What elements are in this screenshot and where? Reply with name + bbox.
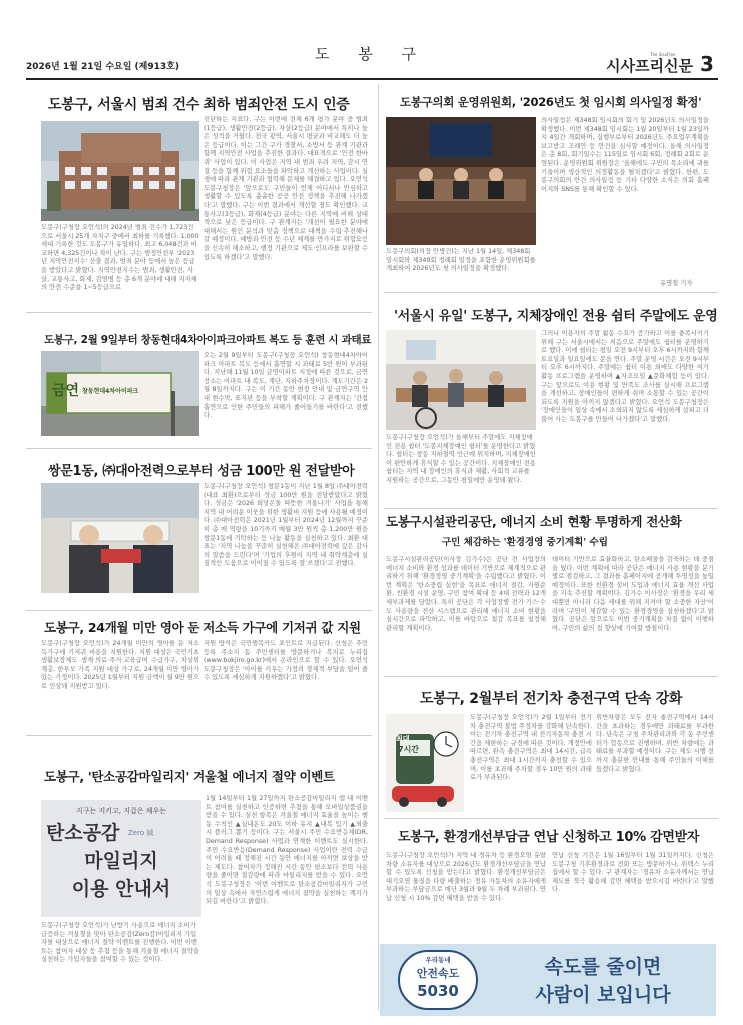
graphic-label-hours: 7시간: [398, 745, 420, 754]
divider: [26, 448, 372, 449]
body-facility-energy-right: 데이터 기반으로 효율화하고, 탄소배출을 감축하는 데 중점을 뒀다. 이번 계획에 따라 공단은 에너지 사용 현황을 분기별로 점검하고, 그 결과를 홈페이지에 공개해 투명성을 높일 예정이다. 또한 친환경 설비 도입과 에너지 효율 개선 사업을 지속 추진할 계획이다. 김가수 이사장은 '환경을 우리 세대뿐만 아니라 다음 세대를 위해 지켜야 할 소중한 자산'이라며 '구민이 체감할 수 있는 환경경영을 실천하겠다'고 밝혔다. 공단은 앞으로도 이번 중기계획을 차질 없이 이행하여, 구민의 삶의 질 향상에 기여할 방침이다.: [552, 556, 714, 632]
divider: [384, 292, 718, 293]
photo-sign-text-apartment: 창동현대4차아이파크: [82, 388, 139, 395]
poster-zero-mark: Zero 減: [128, 829, 154, 837]
headline-disabled-shelter: '서울시 유일' 도봉구, 지체장애인 전용 쉼터 주말에도 운영: [394, 309, 718, 324]
ad-logo-top: 우리동네: [425, 956, 451, 964]
poster-line-3: 이용 안내서: [71, 878, 171, 900]
body-diaper-support-2: 지원 방식은 국민행복카드 포인트로 지급된다. 신청은 주민등록 주소지 동 주민센터를 방문하거나 복지로 누리집(www.bokjiro.go.kr)에서 온라인으로 할 수 있다. 오언석 도봉구청장은 '아이를 키우는 가정의 경제적 부담을 덜어 줄 수 있도록 세심하게 지원하겠다'고 밝혔다.: [204, 640, 368, 682]
divider: [26, 610, 372, 611]
body-diaper-support-1: 도봉구(구청장 오언석)가 24개월 미만의 영아를 둔 저소득가구에 기저귀 비용을 지원한다. 지원 대상은 국민기초생활보장제도 생계·의료·주거·교육급여 수급가구, 차상위 계층, 한부모 가족 지원 대상 가구로, 24개월 미만 영아가 있는 가정이다. 2025년 1월부터 지원 금액이 월 9만 원으로 인상돼 지원받고 있다.: [41, 640, 199, 690]
body-donation: 도봉구(구청장 오언석) 쌍문1동이 지난 1월 8일 ㈜대아전력(대표 최환)으로부터 성금 100만 원을 전달받았다고 밝혔다. 성금은 '2026 희망온돌 따뜻한 겨울나기' 사업을 통해 지역 내 어려운 이웃을 위한 생활비 지원 등에 사용될 예정이다. ㈜대아전력은 2021년 1월부터 2024년 12월까지 꾸준히 총 매 역량을 10기까지 매월 3만 원씩 총 1,200만 원을 쌍문1동에 기탁하는 등 나눔 활동을 실천하고 있다. 최환 대표는 '지역 나눔을 꾸준히 실천해온 ㈜대아전력에 깊은 감사의 말씀을 드린다'며 '기업의 후원이 지역 내 취약계층에 실질적인 도움으로 이어질 수 있도록 잘 쓰겠다'고 전했다.: [204, 483, 368, 568]
headline-energy-mileage: 도봉구, '탄소공감마일리지' 겨울철 에너지 절약 이벤트: [44, 769, 335, 784]
body-env-tax-left: 도봉구(구청장 오언석)가 지역 내 경유차 등 환경오염 유발 차량 소유자를 대상으로 2026년도 환경개선부담금을 연납할 수 있도록 신청을 받는다고 밝혔다. 환경개선부담금은 대기오염 물질을 다량 배출하는 경유 자동차의 소유자에게 부과하는 부담금으로 매년 3월과 9월 두 차례 부과된다. 연납 신청 시 10% 감면 혜택을 받을 수 있다.: [386, 852, 546, 902]
issue-date: 2026년 1월 21일 수요일 (제913호): [26, 62, 179, 72]
photo-council-meeting: [386, 117, 536, 245]
graphic-label-max: 최대: [396, 735, 410, 743]
subhead-facility-energy: 구민 체감하는 '환경경영 중기계획' 수립: [442, 537, 608, 548]
poster-line-2: 마일리지: [84, 850, 158, 872]
divider: [26, 312, 372, 313]
body-ev-charging-right: 위반차량은 모두 전자 충전구역에서 14시간을 초과하는 경우에만 과태료를 부과한다. 단속은 구청 주차관리과와 각 동 주민센터가 합동으로 진행하며, 위반 차량에는 과태료를 부과할 예정이다. 구는 제도 시행 전까지 충분한 안내를 통해 주민들의 이해를 돕겠다고 밝혔다.: [596, 714, 714, 773]
headline-council-session: 도봉구의회 운영위원회, '2026년도 첫 임시회 의사일정 확정': [400, 95, 702, 109]
body-crime-safety: 진단하는 지표다. 구는 이번에 전체 6개 평가 분야 중 범죄(1등급), 생활안전(2등급), 자살(2등급) 분야에서 특히나 높은 성적을 거뒀다. 전국 광역, 서울시 평균과 비교해도 더 높은 등급이다. 이는 그간 구가 경찰서, 소방서 등 관계 기관과 함께 지역안전 사업을 추진한 결과다. 대표적으로 '안전 한바퀴' 사업이 있다. 이 사업은 지역 내 범죄 우려 지역, 감시 연결 등을 함께 위험 요소들을 파악하고 개선하는 사업이다. 실생에 따라 관계 기관과 협력해 문제를 해결하고 있다. 오언석 도봉구청장은 '앞으로도 구민들이 언제 어디서나 안심하고 생활할 수 있도록 촘촘한 공공 안전 정책을 추진해 나가겠다'고 말했다. 구는 이번 결과에서 개선할 점도 확인했다. 교통사고(3등급), 화재(4등급) 분야는 다른 지역에 비해 상대적으로 낮은 등급이다. 구 관계자는 '개선이 필요한 분야에 대해서는 원인 분석과 맞춤 정책으로 대책을 수립·추진해나갈 예정이다. 예방과 안전 등 수년 체계를 만가지로 위험요인을 신속히 해소하고, 행정 기관으로 제도·인프라를 보완할 수 있도록 하겠다'고 말했다.: [204, 116, 368, 261]
caption-disabled-shelter: 도봉구(구청장 오언석)가 올해부터 주말에도 지체장애인 전용 쉼터 '도봉지체장애인 쉼터'를 운영한다고 밝혔다. 쉼터는 창동 지하철역 인근에 위치하며, 지체장애인이 편안하게 휴식할 수 있는 공간이다. 지체장애인 전용 쉼터는 지역 내 장애인의 휴식과 재활, 사회적 교류를 지원하는 공간으로, 그동안 평일에만 운영돼 왔다.: [386, 434, 536, 484]
ad-logo-main: 안전속도: [416, 967, 460, 980]
caption-council-session: 도봉구의회(의장 안병건)는 지난 1월 14일, 제348회 임시회와 제349회 정례회 일정을 포함한 운영위원회를 개최하여 2026년도 첫 의사일정을 확정했다.: [386, 248, 536, 273]
headline-donation: 쌍문1동, ㈜대아전력으로부터 성금 100만 원 전달받아: [48, 464, 355, 479]
body-energy-mileage: 1월 14일부터 1월 27일까지 탄소공감마일리지 앱 내 이벤트 참여를 실천하고 인증하면 추첨을 통해 모바일상품권을 받을 수 있다. 실천 항목은 겨울철 에너지 효율을 높이는 행동 수칙인 ▲실내온도 20도 이하 유지 ▲내복 입기 ▲외출 시 플러그 뽑기 등이다. 구는 서울시 주민 수요반응제(DR, Demand Response) 사업과 연계한 이벤트도 실시한다. 주민 수요반응(Demand Response) 사업이란 전력 수급이 어려울 때 정해진 시간 동안 에너지를 아끼면 보상을 받는 제도다. 참여자가 정해진 시간 동안 평소보다 전력 사용량을 줄이면 절감량에 따라 마일리지를 받을 수 있다. 오언석 도봉구청장은 '이번 이벤트로 탄소공감마일리지가 구민의 일상 속에서 자연스럽게 에너지 절약을 실천하는 계기가 되길 바란다'고 밝혔다.: [206, 795, 368, 906]
body-disabled-shelter: 그러나 이용자의 주말 활동 수요가 증가하고 이를 충족시키기 위해 구는 서울시에서는 처음으로 주말에도 쉼터를 운영하기로 했다. 이에 쉼터는 평일 오전 9시부터 오후 6시까지와 함께 토요일과 일요일에도 문을 연다. 주말 운영 시간은 오전 9시부터 오후 6시까지다. 주말에는 쉼터 이용 외에도 다양한 여가 활동 프로그램을 운영하며 ▲자조모임 ▲문화체험 등이 있다. 구는 앞으로도 이용 현황 및 만족도 조사를 실시해 프로그램을 개선하고, 장애인들이 편하게 쉬며 소통할 수 있는 공간이 되도록 지원을 아끼지 않겠다고 밝혔다. 오언석 도봉구청장은 '장애인들이 일상 속에서 소외되지 않도록 세심하게 살피고 더불어 사는 도봉구를 만들어 나가겠다'고 말했다.: [541, 330, 709, 423]
masthead-rule: [26, 78, 718, 80]
divider: [384, 818, 718, 819]
photo-sign-text-nosmoking: 금연: [52, 383, 80, 399]
ad-line-2: 사람이 보입니다: [535, 984, 671, 1006]
divider: [384, 508, 718, 509]
page-number: 3: [700, 52, 714, 76]
paper-name: 시사프리신문: [606, 57, 693, 75]
headline-crime-safety: 도봉구, 서울시 범죄 건수 최하 범죄안전 도시 인증: [48, 97, 350, 113]
column-divider: [378, 84, 379, 1010]
body-env-tax-right: 연납 신청 기간은 1월 16일부터 1월 31일까지다. 신청은 도봉구청 기후환경과로 전화 또는 방문하거나, 위택스 누리집에서 할 수 있다. 구 관계자는 '경유차 소유자께서는 연납 제도를 적극 활용해 감면 혜택을 받으시길 바란다'고 말했다.: [552, 852, 714, 894]
headline-diaper-support: 도봉구, 24개월 미만 영아 둔 저소득 가구에 기저귀 값 지원: [44, 620, 361, 635]
photo-shelter-interior: [386, 330, 536, 430]
divider: [26, 735, 372, 736]
caption-energy-mileage: 도봉구(구청장 오언석)가 난방기 사용으로 에너지 소비가 급증하는 겨울철을 맞아 탄소공감(Zero감)마일리지 가입자를 대상으로 에너지 절약 이벤트를 진행한다. 이번 이벤트는 참여자 대상 등 추첨 등을 통해 겨울철 에너지 절약을 실천하는 가입자들을 참여할 수 있는 것이다.: [41, 922, 199, 964]
poster-tagline: 지구는 지키고, 지갑은 채우는: [75, 807, 167, 815]
caption-crime-safety: 도봉구(구청장 오언석)의 2024년 범죄 건수가 1,723건으로 서울시 25개 자치구 중에서 최하를 기록했다. 1,000세대 기록한 것도 도봉구가 유일하다. 최고 6,048건과 비교하면 4,325건이나 차이 난다. 구는 행정안전부 '2023년 지역안전지수' 산출 결과, 범죄 분야 등에서 높은 등급을 받았다고 밝혔다. 지역안전지수는 범죄, 생활안전, 자살, 교통사고, 화재, 감염병 등 총 6개 분야에 대해 지자체의 안전 수준을 1~5등급으로: [41, 224, 199, 292]
body-facility-energy-left: 도봉구시설관리공단(이사장 김가수)은 공단 전 사업장의 에너지 소비와 환경 성과를 데이터 기반으로 체계적으로 관리하기 위해 '환경경영 중기계획'을 수립했다고 밝혔다. 이번 계획은 '탄소중립 실현'을 목표로 에너지 절감, 자원순환, 친환경 시설 운영, 구민 참여 확대 등 4대 전략과 12개 세부과제를 담았다. 특히 공단은 각 사업장별 전기·가스·수도 사용량을 전산 시스템으로 관리해 에너지 소비 현황을 실시간으로 파악하고, 이를 바탕으로 절감 목표를 설정해 관리할 계획이다.: [386, 556, 546, 632]
headline-ev-charging: 도봉구, 2월부터 전기차 충전구역 단속 강화: [420, 691, 683, 707]
body-no-smoking: 오는 2월 9일부터 도봉구(구청장 오언석) 창동현대4차아이파크 아파트 복도 등에서 흡연할 시 과태료 5만 원이 부과된다. 지난해 11월 10일 금연아파트 지정에 따른 것으로, 금연 장소는 아파트 내 복도, 계단, 지하주차장이다. 계도기간은 2월 8일까지다. 구는 이 기간 동안 현장 안내 및 금연구역 안내 현수막, 표지판 등을 부착할 계획이다. 구 관계자는 '간접흡연으로 인한 주민들의 피해가 줄어들기를 바란다'고 전했다.: [204, 352, 368, 420]
section-title: 도 봉 구: [314, 45, 428, 63]
headline-env-tax: 도봉구, 환경개선부담금 연납 신청하고 10% 감면받자: [398, 830, 700, 845]
ad-line-1: 속도를 줄이면: [544, 956, 662, 978]
body-ev-charging-left: 도봉구(구청장 오언석)가 2월 1일부터 전기차 충전구역 불법 주정차를 강화해 단속한다. 이는 전기차 충전구역 내 전기자동차 충전 시간을 제한하는 규정에 따른 것이다. 개정안에 따르면, 완속 충전구역은 최대 14시간, 급속 충전구역은 최대 1시간까지 충전할 수 있으며, 이를 초과해 주차할 경우 10만 원의 과태료가 부과된다.: [470, 714, 592, 782]
photo-donation-ceremony: [41, 483, 199, 593]
paper-subtitle: The SisaFree: [650, 52, 676, 57]
poster-title: 탄소공감: [46, 822, 120, 844]
body-council-session: 의사일정은 제348회 임시회의 회기 및 2026년도 의사일정을 확정했다. 이번 제348회 임시회는 1월 20일부터 1월 23일까지 4일간 개회하며, 집행부로부터 2026년도 주요업무계획을 보고받고 조례안 등 안건을 심사할 예정이다. 올해 의사일정은 총 8회, 회기일수는 115일로 임시회 6회, 정례회 2회로 운영된다. 운영위원회 위원장은 '올해에도 구민의 목소리에 귀를 기울이며 생산적인 의정활동을 펼치겠다'고 밝혔다. 한편, 도봉구의회의 안건 의사일정 등 기타 다양한 소식은 의회 홈페이지와 SNS를 통해 확인할 수 있다.: [541, 117, 709, 193]
headline-facility-energy: 도봉구시설관리공단, 에너지 소비 현황 투명하게 전산화: [386, 514, 682, 529]
photo-gov-building: [41, 121, 199, 221]
ad-logo-number: 5030: [417, 982, 459, 1000]
headline-no-smoking: 도봉구, 2월 9일부터 창동현대4차아이파크아파트 복도 등 훈련 시 과태료: [44, 334, 372, 346]
divider: [384, 676, 718, 677]
graphic-ev-charging: [386, 714, 464, 812]
reporter-byline: 유명철 기자: [660, 280, 693, 287]
